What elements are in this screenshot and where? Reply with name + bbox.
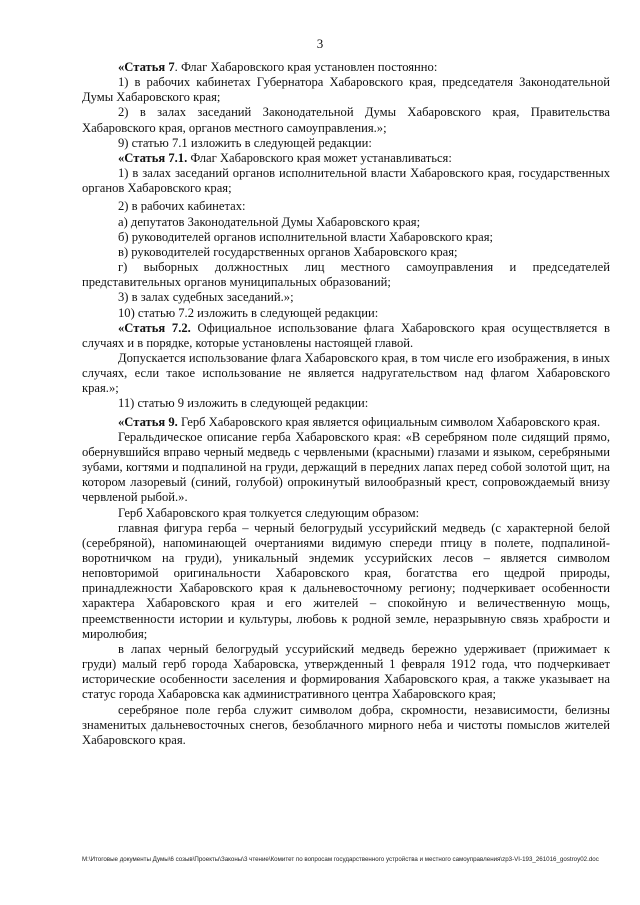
paragraph-text: Допускается использование флага Хабаровского края, в том числе его изображения, в иных случаях, если такое использование не является надругательством над флагом Хабаровского края.»; [82, 350, 610, 396]
paragraph [82, 60, 610, 75]
paragraph [82, 105, 610, 135]
paragraph-text: 1) в залах заседаний органов исполнительной власти Хабаровского края, государственных органов Хабаровского края; [82, 166, 610, 196]
paragraph [82, 166, 610, 196]
paragraph-text: 3) в залах судебных заседаний.»; [118, 290, 294, 305]
article-heading: «Статья 9. [118, 414, 178, 429]
paragraph-text: Официальное использование флага Хабаровского края осуществляется в случаях и в порядке, которые установлены настоящей главой. [82, 320, 610, 350]
file-path-footer: M:\Итоговые документы Думы\6 созыв\Проекты\Законы\3 чтение\Комитет по вопросам государственного устройства и местного самоуправления\zp3-VI-193_261016_gostroy02.doc [82, 856, 599, 863]
paragraph-text: 2) в залах заседаний Законодательной Думы Хабаровского края, Правительства Хабаровского края, органов местного самоуправления.»; [82, 105, 610, 135]
paragraph [82, 321, 610, 351]
paragraph-text: 1) в рабочих кабинетах Губернатора Хабаровского края, председателя Законодательной Думы Хабаровского края; [82, 75, 610, 105]
paragraph-text: . Флаг Хабаровского края установлен постоянно: [174, 60, 438, 74]
paragraph [82, 642, 610, 703]
paragraph-text: б) руководителей органов исполнительной власти Хабаровского края; [118, 229, 493, 244]
paragraph-text: 2) в рабочих кабинетах: [118, 199, 246, 214]
paragraph-text: 9) статью 7.1 изложить в следующей редакции: [118, 135, 372, 150]
article-heading: «Статья 7.1. [118, 150, 188, 165]
paragraph [82, 351, 610, 396]
paragraph [82, 215, 610, 230]
paragraph [82, 75, 610, 105]
paragraph [82, 306, 610, 321]
paragraph [82, 230, 610, 245]
paragraph [82, 703, 610, 748]
paragraph [82, 260, 610, 290]
paragraph-text: Герб Хабаровского края толкуется следующим образом: [118, 505, 420, 520]
article-heading: «Статья 7.2. [118, 320, 191, 335]
paragraph [82, 245, 610, 260]
paragraph [82, 290, 610, 305]
paragraph [82, 151, 610, 166]
paragraph-text: в лапах черный белогрудый уссурийский медведь бережно удерживает (прижимает к груди) малый герб города Хабаровска, утвержденный 1 февраля 1912 года, что подчеркивает исторические особенности заселения и формирования Хабаровского края, а также указывает на статус города Хабаровска как административного центра Хабаровского края; [82, 641, 610, 702]
paragraph-text: в) руководителей государственных органов Хабаровского края; [118, 244, 458, 259]
paragraph-text: главная фигура герба – черный белогрудый уссурийский медведь (с характерной белой (серебряной), напоминающей очертаниями видимую спереди птицу в полете, подпалиной-воротничком на груди), уникальный эндемик уссурийских лесов – является символом неповторимой оригинальности Хабаровского края, богатства его щедрой природы, принадлежности Хабаровского края к дальневосточному региону; подчеркивает особенности характера Хабаровского края и его жителей – спокойную и величественную мощь, преемственности истории и культуры, любовь к родной земле, неразрывную связь храбрости и миролюбия; [82, 520, 610, 641]
article-heading: «Статья 7 [118, 60, 175, 74]
paragraph [82, 415, 610, 430]
paragraph-text: серебряное поле герба служит символом добра, скромности, независимости, белизны знаменитых дальневосточных снегов, безоблачного мирного неба и чистоты помыслов жителей Хабаровского края. [82, 702, 610, 747]
paragraph-text: 11) статью 9 изложить в следующей редакции: [118, 396, 369, 411]
paragraph [82, 430, 610, 506]
paragraph-text: Флаг Хабаровского края может устанавливаться: [187, 150, 452, 165]
paragraph-text: Геральдическое описание герба Хабаровского края: «В серебряном поле сидящий прямо, обернувшийся вправо черный медведь с червлеными (красными) глазами и языком, серебряными зубами, когтями и подпалиной на груди, держащий в передних лапах перед собой золотой щит, на котором лазоревый (синий, голубой) опрокинутый вилообразный крест, сопровождаемый внизу червленой рыбой.». [82, 429, 610, 505]
paragraph [82, 506, 610, 521]
paragraph [82, 199, 610, 214]
document-body [82, 60, 610, 748]
paragraph-text: 10) статью 7.2 изложить в следующей редакции: [118, 305, 379, 320]
paragraph-text: г) выборных должностных лиц местного самоуправления и председателей представительных органов муниципальных образований; [82, 260, 610, 290]
page-number: 3 [316, 36, 324, 51]
paragraph-text: а) депутатов Законодательной Думы Хабаровского края; [118, 214, 421, 229]
paragraph [82, 521, 610, 642]
paragraph [82, 396, 610, 411]
paragraph [82, 136, 610, 151]
paragraph-text: Герб Хабаровского края является официальным символом Хабаровского края. [177, 414, 601, 429]
